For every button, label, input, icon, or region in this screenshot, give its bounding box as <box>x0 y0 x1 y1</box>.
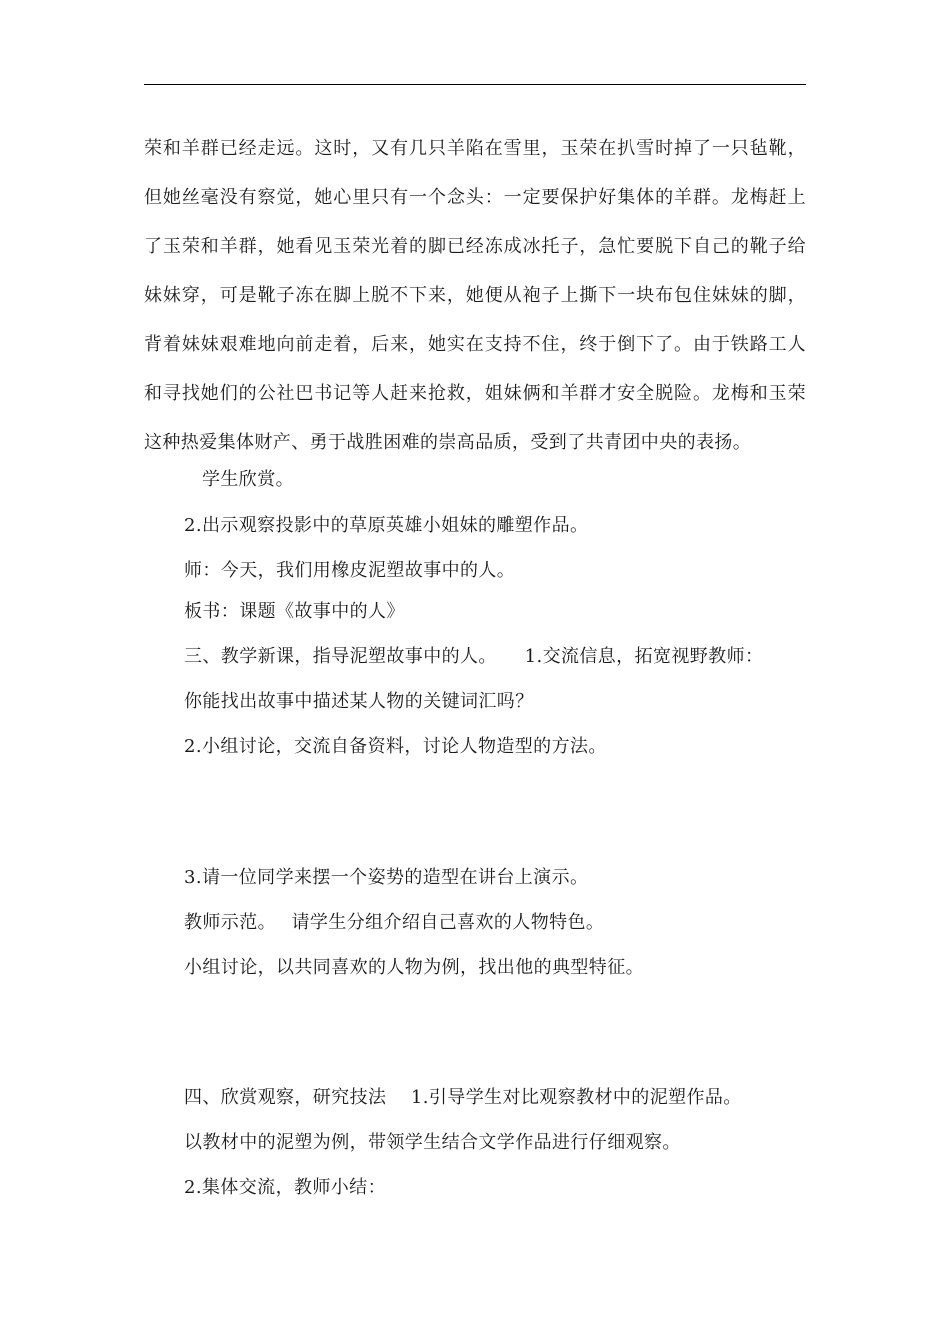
story-paragraph: 荣和羊群已经走远。这时，又有几只羊陷在雪里，玉荣在扒雪时掉了一只毡靴，但她丝毫没有察觉，她心里只有一个念头：一定要保护好集体的羊群。龙梅赶上了玉荣和羊群，她看见玉荣光着的脚已经冻成冰托子，急忙要脱下自己的靴子给妹妹穿，可是靴子冻在脚上脱不下来，她便从袍子上撕下一块布包住妹妹的脚，背着妹妹艰难地向前走着，后来，她实在支持不住，终于倒下了。由于铁路工人和寻找她们的公社巴书记等人赶来抢救，姐妹俩和羊群才安全脱险。龙梅和玉荣这种热爱集体财产、勇于战胜困难的崇高品质，受到了共青团中央的表扬。 <box>144 138 806 453</box>
text-line-blackboard-title: 板书：课题《故事中的人》 <box>184 601 405 622</box>
text-line-teacher-today: 师：今天，我们用橡皮泥塑故事中的人。 <box>184 560 516 581</box>
text-line-key-words-question: 你能找出故事中描述某人物的关键词汇吗？ <box>184 691 534 712</box>
text-line-student-pose: 3.请一位同学来摆一个姿势的造型在讲台上演示。 <box>184 867 589 888</box>
text-line-section-four: 四、欣赏观察，研究技法 1.引导学生对比观察教材中的泥塑作品。 <box>184 1087 742 1108</box>
text-line-textbook-observe: 以教材中的泥塑为例，带领学生结合文学作品进行仔细观察。 <box>184 1132 681 1153</box>
text-line-group-discussion: 2.小组讨论，交流自备资料，讨论人物造型的方法。 <box>184 736 607 757</box>
text-line-teacher-demo: 教师示范。 请学生分组介绍自己喜欢的人物特色。 <box>184 912 605 933</box>
text-line-group-features: 小组讨论，以共同喜欢的人物为例，找出他的典型特征。 <box>184 957 644 978</box>
text-line-collective-summary: 2.集体交流，教师小结： <box>184 1177 386 1198</box>
text-line-student-appreciate: 学生欣赏。 <box>202 469 294 490</box>
text-line-show-sculpture: 2.出示观察投影中的草原英雄小姐妹的雕塑作品。 <box>184 515 589 536</box>
header-rule <box>144 84 806 85</box>
text-line-section-three: 三、教学新课，指导泥塑故事中的人。 1.交流信息，拓宽视野教师： <box>184 646 764 667</box>
